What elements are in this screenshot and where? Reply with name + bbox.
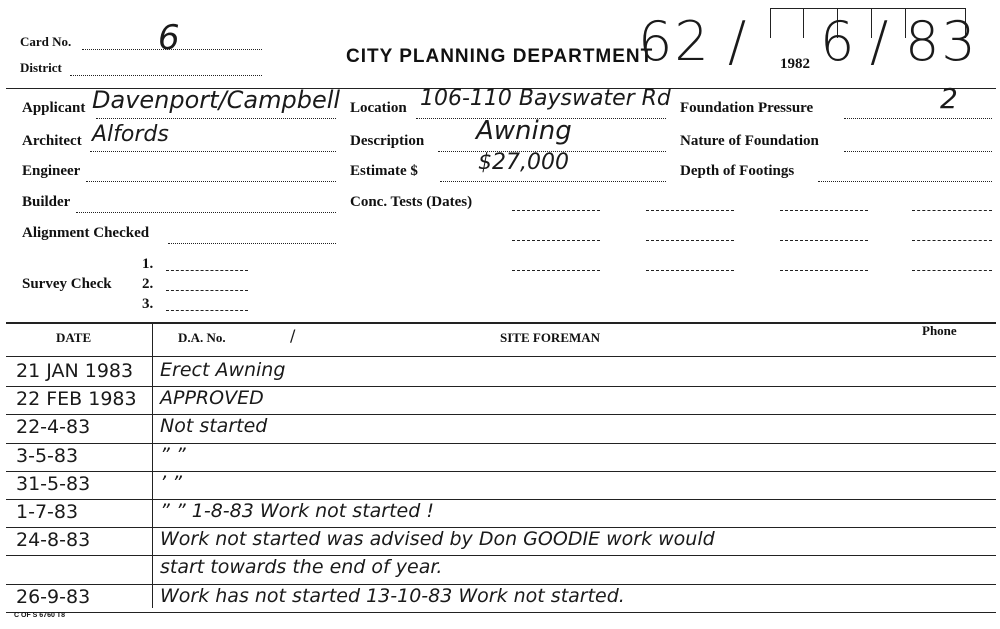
column-header-da: D.A. No. bbox=[178, 330, 226, 345]
foundation-pressure-label: Foundation Pressure bbox=[680, 100, 814, 116]
card-no-value: 6 bbox=[158, 18, 180, 58]
row-date: 22 FEB 1983 bbox=[16, 388, 137, 411]
location-value: 106-110 Bayswater Rd bbox=[420, 86, 671, 111]
row-note: Work not started was advised by Don GOODIE work would bbox=[160, 528, 715, 551]
survey-num-1: 1. bbox=[142, 256, 154, 272]
nature-label: Nature of Foundation bbox=[680, 133, 819, 149]
architect-value: Alfords bbox=[92, 122, 169, 147]
alignment-label: Alignment Checked bbox=[22, 225, 150, 241]
conc-test-line bbox=[912, 240, 992, 241]
district-line bbox=[70, 75, 262, 76]
alignment-line bbox=[168, 243, 336, 244]
row-note: ” ” bbox=[160, 443, 186, 466]
survey-num-2: 2. bbox=[142, 276, 154, 292]
survey-label: Survey Check bbox=[22, 276, 112, 292]
form-code: C OF S 6760 T8 bbox=[14, 612, 65, 619]
row-note: start towards the end of year. bbox=[160, 556, 443, 579]
conc-test-line bbox=[646, 210, 734, 211]
nature-line bbox=[844, 151, 992, 152]
foundation-pressure-value: 2 bbox=[940, 82, 958, 115]
conc-test-line bbox=[512, 210, 600, 211]
table-row bbox=[0, 584, 1000, 612]
row-note: Work has not started 13-10-83 Work not started. bbox=[160, 584, 625, 607]
file-year: 83 bbox=[905, 10, 978, 73]
year-prefix: 1982 bbox=[780, 56, 810, 72]
table-row bbox=[0, 386, 1000, 414]
stamp-box-1 bbox=[770, 8, 804, 38]
description-label: Description bbox=[350, 133, 425, 149]
row-note: APPROVED bbox=[160, 387, 264, 410]
table-header-border bbox=[6, 356, 996, 357]
table-row bbox=[0, 443, 1000, 471]
applicant-line bbox=[96, 118, 336, 119]
file-slash-1: / bbox=[728, 10, 749, 73]
row-divider bbox=[6, 612, 996, 613]
builder-label: Builder bbox=[22, 194, 71, 210]
department-title: CITY PLANNING DEPARTMENT bbox=[346, 46, 654, 67]
row-note: Erect Awning bbox=[160, 359, 286, 381]
table-row bbox=[0, 414, 1000, 442]
row-date: 3-5-83 bbox=[16, 444, 79, 467]
survey-line-3 bbox=[166, 310, 248, 311]
row-note: ” ” 1-8-83 Work not started ! bbox=[160, 500, 434, 522]
conc-test-line bbox=[780, 240, 868, 241]
column-header-phone: Phone bbox=[922, 323, 957, 338]
depth-label: Depth of Footings bbox=[680, 163, 795, 179]
table-row bbox=[0, 358, 1000, 386]
engineer-line bbox=[86, 181, 336, 182]
conc-test-line bbox=[912, 210, 992, 211]
file-number: 62 bbox=[638, 10, 711, 73]
conc-test-line bbox=[780, 270, 868, 271]
row-date: 26-9-83 bbox=[16, 585, 91, 608]
table-row bbox=[0, 499, 1000, 527]
row-note: Not started bbox=[160, 415, 268, 438]
depth-line bbox=[818, 181, 992, 182]
applicant-value: Davenport/Campbell bbox=[92, 86, 341, 114]
conc-test-line bbox=[780, 210, 868, 211]
description-value: Awning bbox=[476, 116, 572, 146]
row-note: ’ ” bbox=[160, 471, 182, 494]
conc-test-line bbox=[646, 240, 734, 241]
row-date: 31-5-83 bbox=[16, 472, 91, 495]
district-label: District bbox=[20, 60, 62, 75]
column-header-foreman: SITE FOREMAN bbox=[500, 330, 601, 345]
location-label: Location bbox=[350, 100, 407, 116]
builder-line bbox=[76, 212, 336, 213]
conc-test-line bbox=[646, 270, 734, 271]
table-top-border bbox=[6, 322, 996, 324]
applicant-label: Applicant bbox=[22, 100, 86, 116]
architect-line bbox=[90, 151, 336, 152]
table-row bbox=[0, 527, 1000, 555]
survey-line-2 bbox=[166, 290, 248, 291]
card-no-label: Card No. bbox=[20, 34, 72, 49]
architect-label: Architect bbox=[22, 133, 82, 149]
estimate-label: Estimate $ bbox=[350, 163, 418, 179]
foundation-pressure-line bbox=[844, 118, 992, 119]
estimate-value: $27,000 bbox=[478, 150, 569, 175]
row-date: 22-4-83 bbox=[16, 416, 91, 439]
survey-num-3: 3. bbox=[142, 296, 154, 312]
row-date: 24-8-83 bbox=[16, 529, 91, 552]
conc-test-line bbox=[512, 270, 600, 271]
column-header-date: DATE bbox=[56, 330, 92, 345]
conc-test-line bbox=[912, 270, 992, 271]
survey-line-1 bbox=[166, 270, 248, 271]
table-row bbox=[0, 555, 1000, 583]
estimate-line bbox=[440, 181, 666, 182]
table-row bbox=[0, 471, 1000, 499]
conc-tests-label: Conc. Tests (Dates) bbox=[350, 194, 473, 210]
da-value: / bbox=[290, 326, 296, 345]
conc-test-line bbox=[512, 240, 600, 241]
file-slash-2: / bbox=[870, 10, 891, 73]
row-date: 21 JAN 1983 bbox=[16, 360, 134, 382]
row-date: 1-7-83 bbox=[16, 501, 79, 523]
engineer-label: Engineer bbox=[22, 163, 81, 179]
file-month: 6 bbox=[820, 10, 857, 73]
